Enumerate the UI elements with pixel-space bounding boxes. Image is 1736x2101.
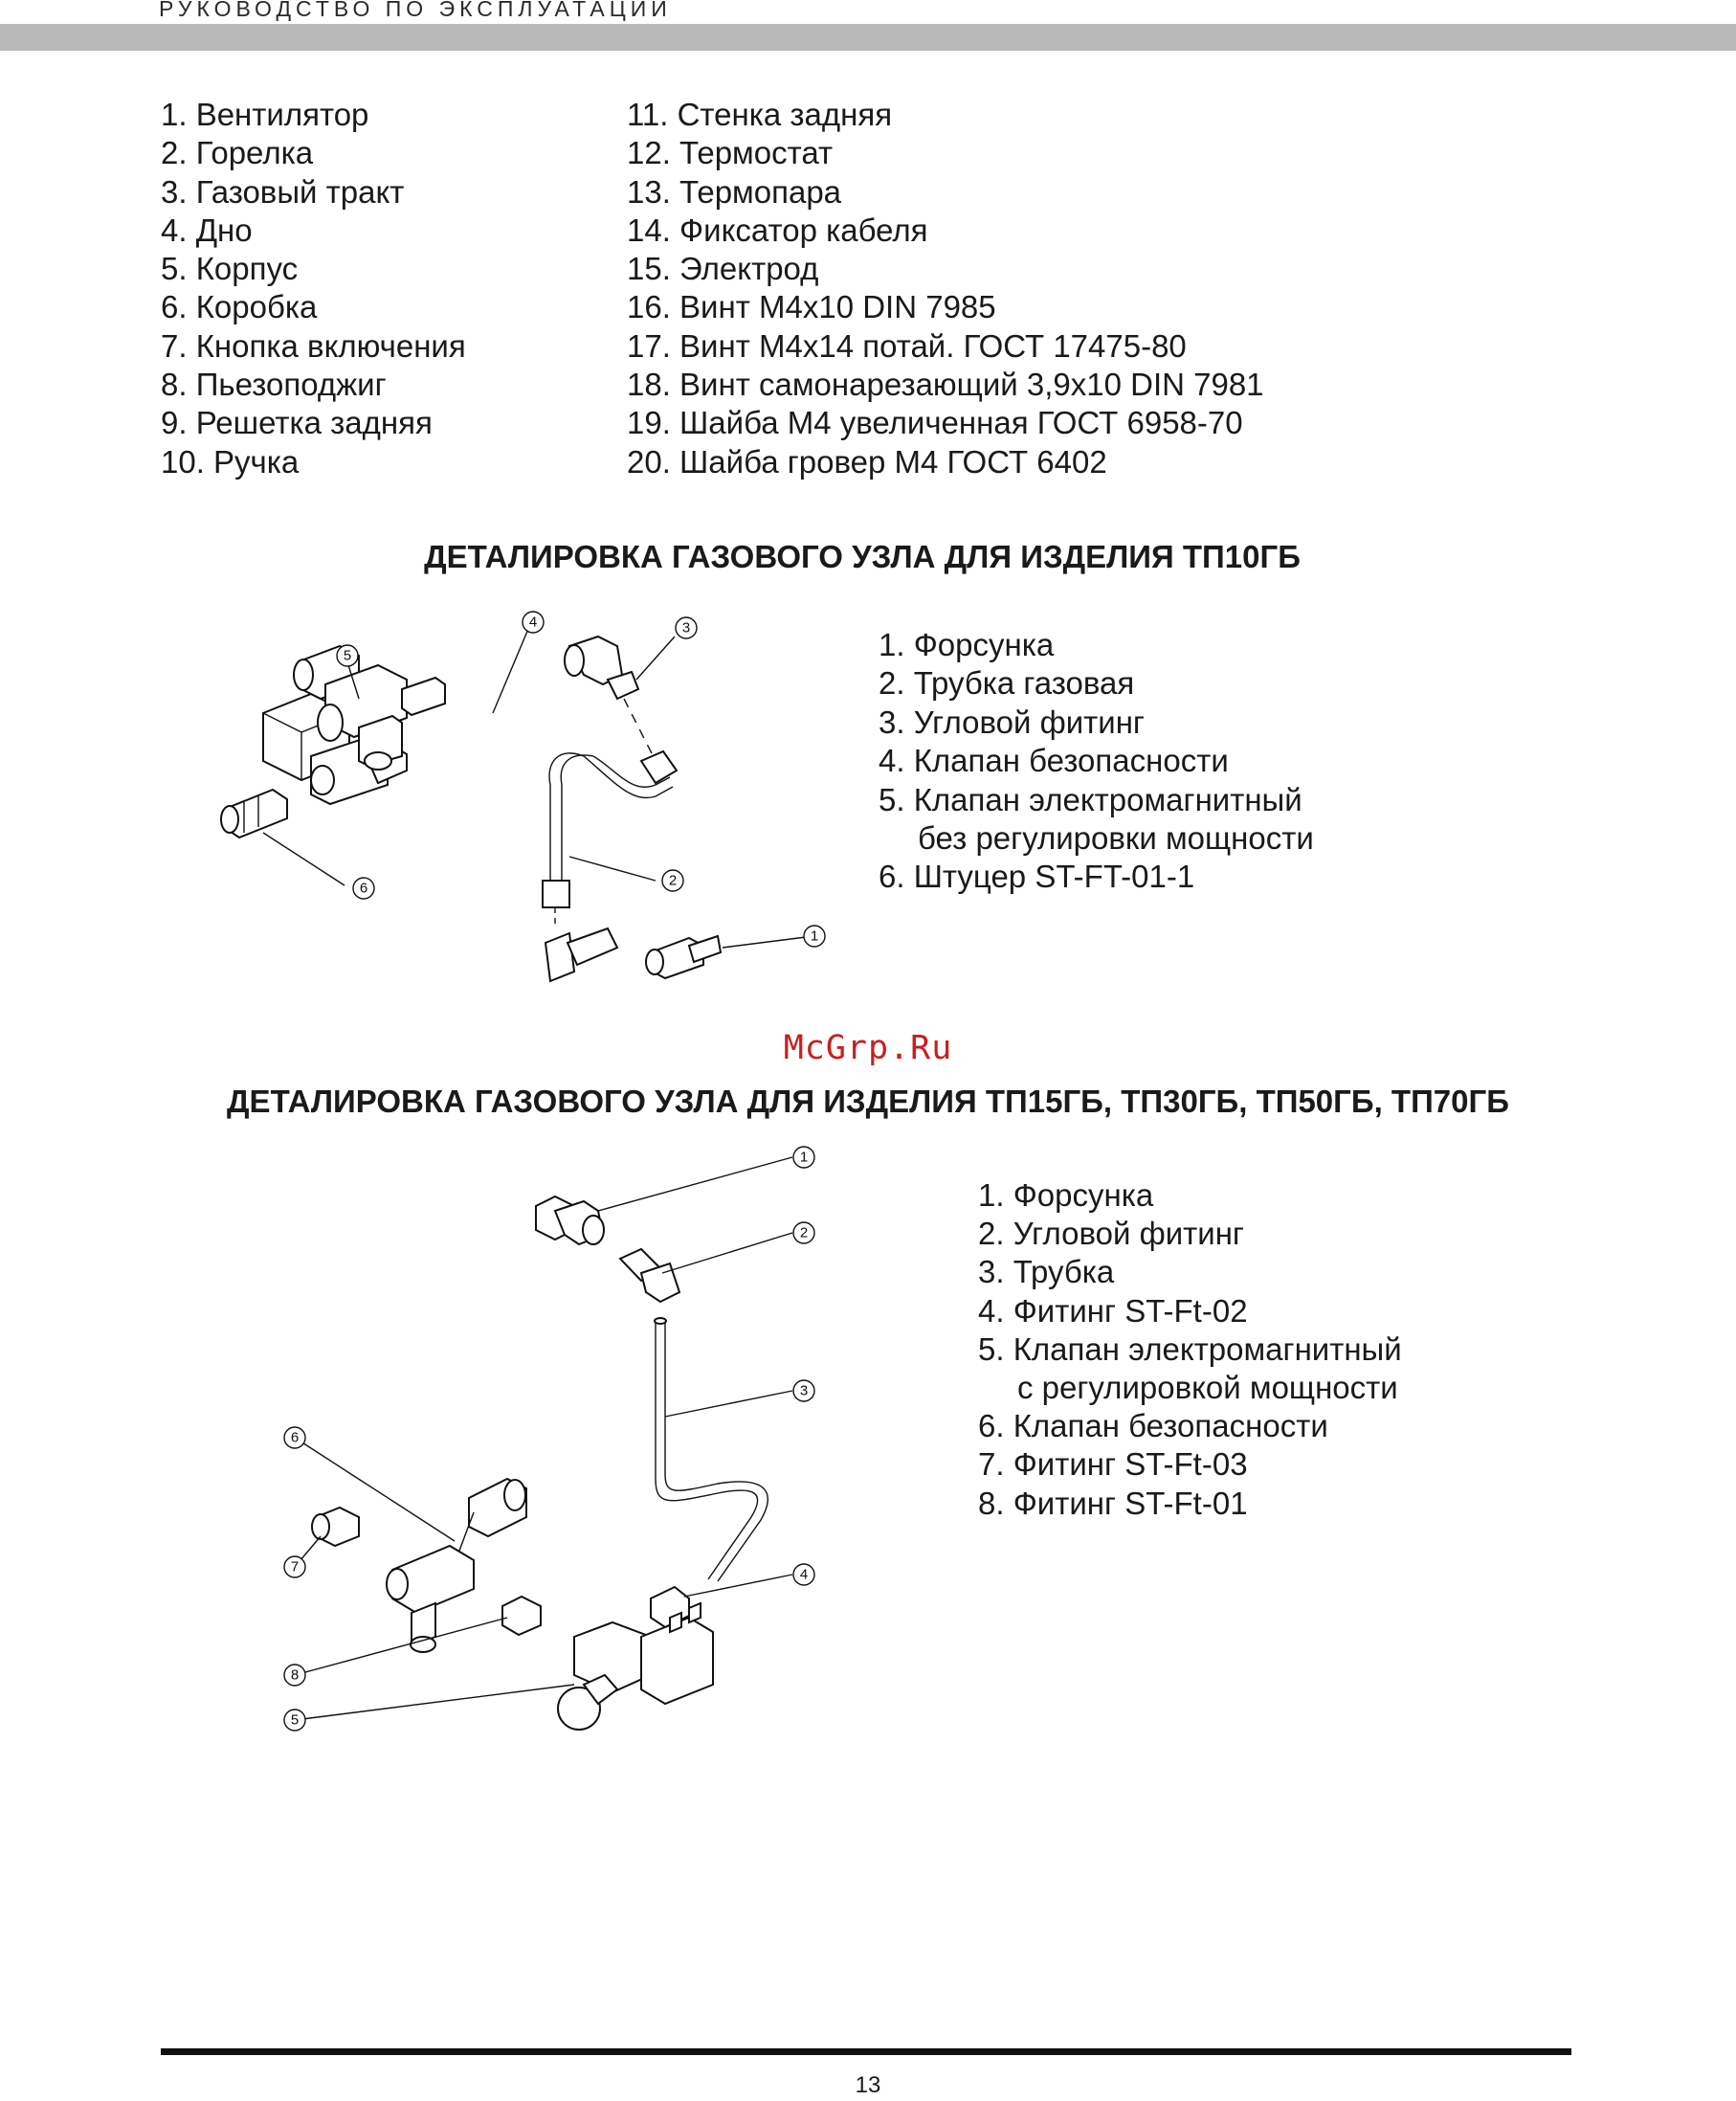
parts-list-item: 14. Фиксатор кабеля [627,212,928,248]
legend-item: 4. Фитинг ST-Ft-02 [978,1292,1248,1329]
legend-item: 2. Угловой фитинг [978,1216,1244,1252]
svg-text:7: 7 [290,1558,300,1576]
page-number: 13 [855,2072,881,2098]
callout-5 [337,645,358,666]
parts-list-item: 3. Газовый тракт [161,173,405,210]
parts-list-item: 5. Корпус [161,251,299,287]
section2-title: ДЕТАЛИРОВКА ГАЗОВОГО УЗЛА ДЛЯ ИЗДЕЛИЯ ТП15ГБ, ТП30ГБ, ТП50ГБ, ТП70ГБ [227,1084,1509,1119]
callout-7 [284,1556,305,1577]
svg-text:4: 4 [799,1566,809,1583]
parts-list-item: 10. Ручка [161,443,300,480]
legend-item: 8. Фитинг ST-Ft-01 [978,1485,1248,1521]
callout-3 [793,1380,814,1401]
inlet-fitting-drawing [221,790,287,838]
callout-1 [804,926,825,947]
fitting-7-drawing [312,1508,359,1546]
angle-fitting-drawing [565,637,677,783]
parts-list-left [161,96,466,481]
parts-list-item: 15. Электрод [627,251,819,287]
svg-text:1: 1 [810,928,819,945]
svg-text:4: 4 [528,614,538,631]
legend-item: 7. Фитинг ST-Ft-03 [978,1446,1248,1483]
gas-assembly-diagram-2 [268,1139,842,1752]
legend-item: 6. Штуцер ST-FT-01-1 [879,859,1195,895]
svg-text:5: 5 [290,1711,300,1729]
legend-item: 1. Форсунка [978,1177,1154,1213]
svg-text:6: 6 [290,1429,300,1446]
parts-list-item: 4. Дно [161,212,253,248]
svg-text:3: 3 [681,619,691,637]
callout-4 [793,1564,814,1585]
nozzle-drawing [536,1196,604,1244]
svg-text:8: 8 [290,1666,300,1684]
svg-text:5: 5 [343,647,352,664]
callout-6 [284,1427,305,1448]
legend-item-continuation: без регулировки мощности [918,820,1314,857]
leader-lines [295,1157,792,1720]
legend-item: 6. Клапан безопасности [978,1408,1328,1444]
callout-8 [284,1665,305,1686]
parts-list-item: 18. Винт самонарезающий 3,9х10 DIN 7981 [627,367,1264,403]
pipe-drawing [655,1318,768,1581]
parts-list-item: 19. Шайба М4 увеличенная ГОСТ 6958-70 [627,405,1243,441]
callout-2 [793,1222,814,1243]
section1-title: ДЕТАЛИРОВКА ГАЗОВОГО УЗЛА ДЛЯ ИЗДЕЛИЯ ТП10ГБ [424,539,1301,574]
legend-item: 1. Форсунка [879,627,1055,662]
callout-4 [523,612,544,633]
parts-list-item: 2. Горелка [161,135,314,171]
legend-item: 2. Трубка газовая [879,665,1135,702]
legend-item: 3. Трубка [978,1254,1115,1290]
parts-list-item: 20. Шайба гровер М4 ГОСТ 6402 [627,443,1107,480]
parts-list-item: 13. Термопара [627,173,842,210]
legend-item: 5. Клапан электромагнитный [978,1330,1402,1367]
parts-list-item: 11. Стенка задняя [627,97,893,132]
legend-item: 5. Клапан электромагнитный [879,781,1302,817]
fitting-8-drawing [502,1597,541,1635]
parts-list-item: 12. Термостат [627,135,834,171]
solenoid-valve-drawing [558,1603,713,1730]
parts-list-item: 9. Решетка задняя [161,405,433,441]
legend-item-continuation: с регулировкой мощности [1017,1370,1398,1406]
parts-list-item: 6. Коробка [161,289,318,325]
svg-text:6: 6 [359,880,368,897]
header-bar [0,24,1736,51]
section2-legend [978,1176,1402,1523]
svg-text:1: 1 [799,1149,809,1166]
gas-assembly-diagram-1 [206,603,837,1043]
parts-list-item: 17. Винт М4х14 потай. ГОСТ 17475-80 [627,327,1187,364]
parts-list-right [627,96,1264,481]
gas-assembly-drawing-2 [268,1139,842,1752]
svg-text:2: 2 [799,1224,809,1241]
manual-header-title: РУКОВОДСТВО ПО ЭКСПЛУАТАЦИИ [159,0,672,21]
nozzle-drawing [545,928,721,981]
angle-fitting-drawing [620,1249,679,1302]
svg-text:3: 3 [799,1382,809,1399]
legend-item: 3. Угловой фитинг [879,704,1145,740]
callout-2 [662,870,683,891]
parts-list-item: 8. Пьезоподжиг [161,367,387,403]
parts-list-item: 16. Винт М4х10 DIN 7985 [627,289,996,325]
callout-5 [284,1710,305,1731]
section1-legend [879,626,1314,897]
callout-3 [676,617,697,638]
gas-assembly-drawing-1 [206,603,837,1043]
watermark: McGrp.Ru [783,1029,953,1067]
footer-rule [161,2048,1571,2055]
svg-text:2: 2 [668,872,678,889]
callout-1 [793,1147,814,1168]
callout-6 [353,878,374,899]
legend-item: 4. Клапан безопасности [879,743,1229,779]
parts-list-item: 7. Кнопка включения [161,327,466,364]
parts-list-item: 1. Вентилятор [161,97,369,132]
